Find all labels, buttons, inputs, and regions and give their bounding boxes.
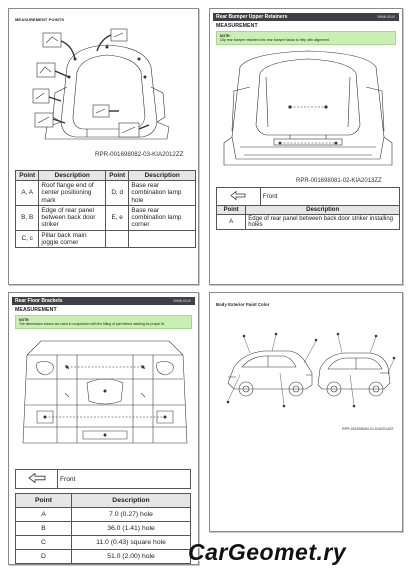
col-header: Point: [105, 171, 128, 181]
col-header: Point: [16, 494, 72, 508]
table-row: D 51.0 (2.00) hole: [16, 550, 191, 564]
front-arrow-icon: [217, 188, 261, 206]
note-box: [15, 315, 192, 329]
page-title: MEASUREMENT POINTS: [15, 17, 65, 22]
section-tag: BHMUGU0: [173, 299, 191, 303]
col-header: Description: [246, 206, 400, 215]
note-label: NOTE:: [19, 318, 30, 322]
note-text: The dimensions shown are used in conjunction with the fitting of part before welding for proper fit.: [19, 322, 165, 327]
figure-id: RPR-001698081-02-KIA2013ZZ: [296, 178, 382, 184]
col-header: Description: [129, 171, 196, 181]
front-arrow-icon: [16, 470, 58, 489]
figure-id: RPR-001698084-01-KIA2014ZZ: [342, 427, 394, 431]
col-header: Description: [39, 171, 106, 181]
section-bar: [213, 13, 399, 21]
page-rear-floor-brackets: [8, 292, 199, 565]
section-heading: MEASUREMENT: [15, 307, 57, 313]
col-header: Point: [16, 171, 39, 181]
table-row: A 7.0 (0.27) hole: [16, 508, 191, 522]
section-tag: BHMUGU0: [377, 15, 395, 19]
table-row: A Edge of rear panel between back door striker installing holes: [217, 215, 400, 230]
note-label: NOTE:: [220, 34, 231, 38]
measurement-points-table: [15, 170, 196, 248]
note-text: Clip rear bumper retainers into rear bumper fascia to help with alignment.: [220, 38, 330, 43]
table-row: C, c Pillar back main joggle corner: [16, 230, 196, 248]
section-bar: [12, 297, 195, 305]
table-row: A, A Roof flange end of center positioning mark D, d Base rear combination lamp hole: [16, 181, 196, 206]
note-box: [216, 31, 396, 45]
front-indicator-table: [216, 187, 400, 206]
table-row: C 11.0 (0.43) square hole: [16, 536, 191, 550]
col-header: Description: [72, 494, 191, 508]
page-measurement-points: [8, 8, 199, 285]
section-title: Rear Floor Brackets: [15, 298, 63, 304]
bracket-points-table: [15, 493, 191, 564]
front-label: Front: [58, 470, 191, 489]
body-side-rear-diagram: [27, 27, 187, 147]
page-rear-bumper-retainers: [209, 8, 403, 285]
cargeometry-watermark-logo: CarGeomet.ry: [188, 539, 347, 565]
retainer-points-table: [216, 205, 400, 230]
rear-floor-diagram: [17, 335, 193, 453]
paint-color-diagram: [220, 323, 396, 413]
front-label: Front: [260, 188, 399, 206]
page-body-exterior-paint: [209, 292, 403, 532]
section-heading: Body Exterior Paint Color: [216, 302, 270, 307]
figure-id: RPR-001698082-03-KIA2012ZZ: [95, 151, 184, 158]
front-indicator-table: [15, 469, 191, 489]
table-row: B 36.0 (1.41) hole: [16, 522, 191, 536]
table-row: B, B Edge of rear panel between back door striker E, e Base rear combination lamp corner: [16, 205, 196, 230]
section-heading: MEASUREMENT: [216, 23, 258, 29]
section-title: Rear Bumper Upper Retainers: [216, 14, 288, 20]
col-header: Point: [217, 206, 246, 215]
rear-bumper-diagram: [220, 47, 396, 175]
